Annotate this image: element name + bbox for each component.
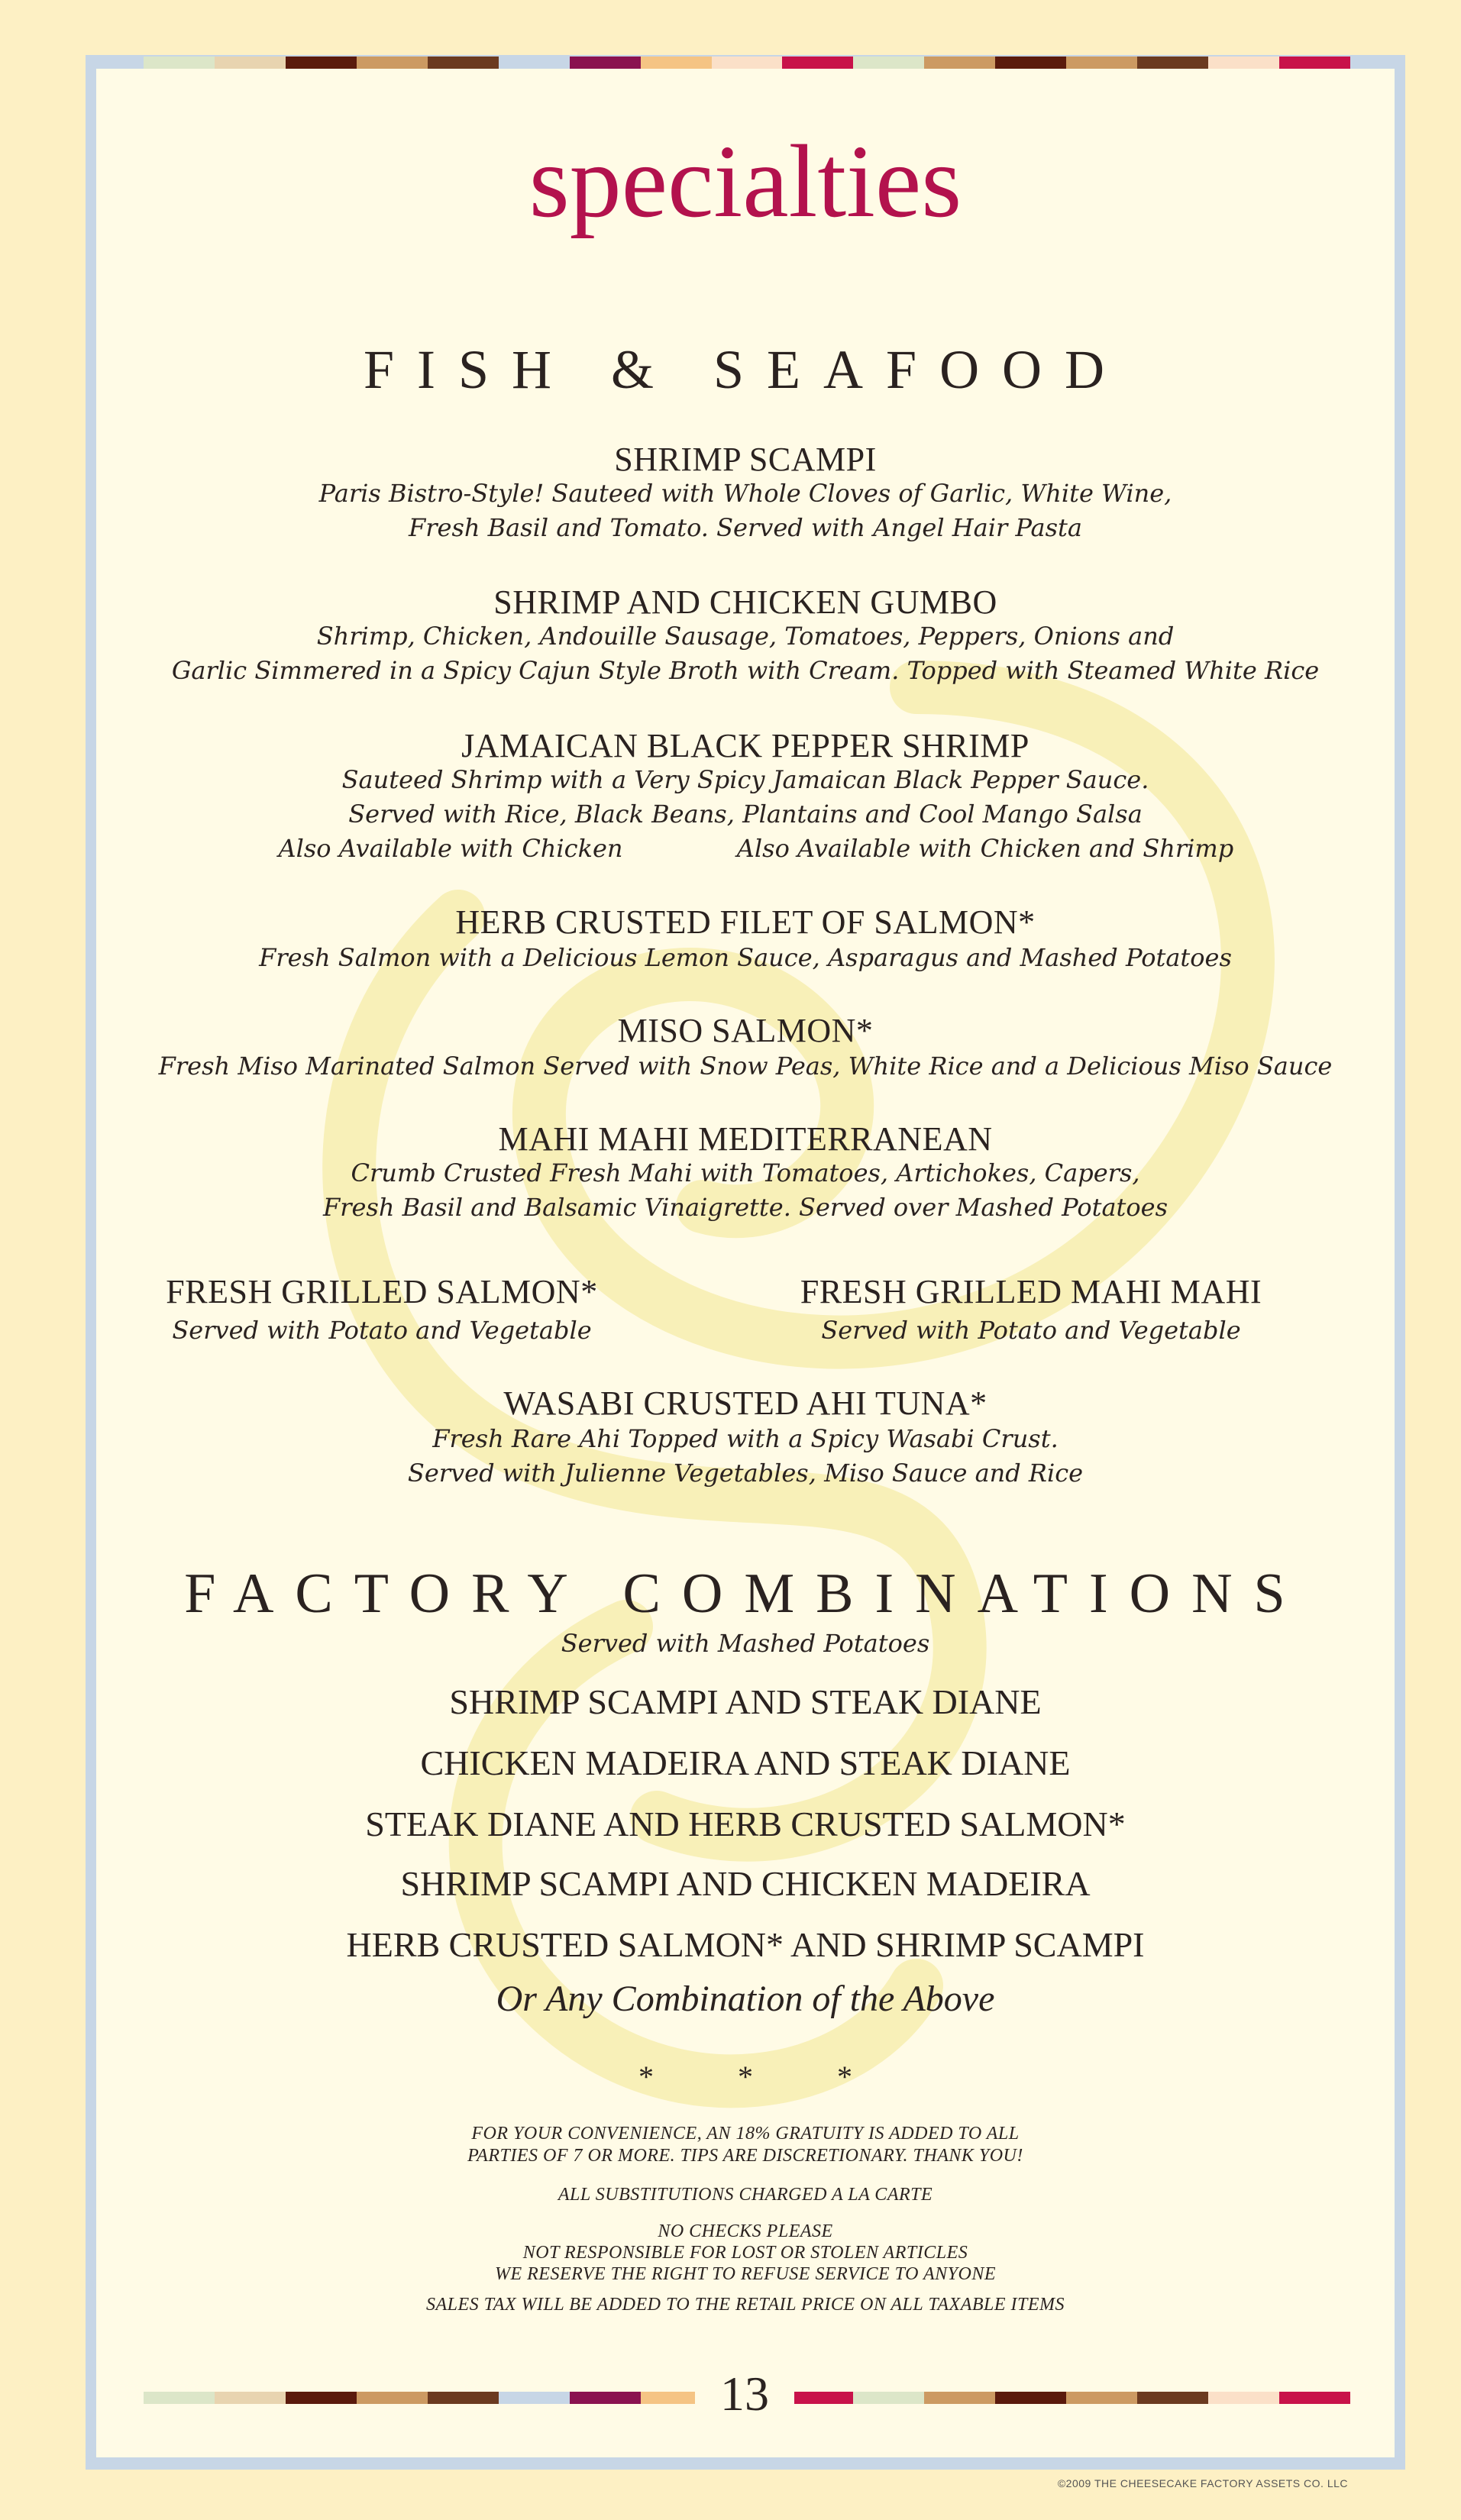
- menu-item-description: Served with Potato and Vegetable: [172, 1316, 592, 1345]
- menu-item-description: [96, 619, 1395, 688]
- stripe-segment: [428, 2392, 499, 2404]
- description-line: Fresh Miso Marinated Salmon Served with Snow Peas, White Rice and a Delicious Miso Sauce: [158, 1052, 1333, 1081]
- note-line: NO CHECKS PLEASE: [658, 2221, 833, 2241]
- combo-item: SHRIMP SCAMPI AND CHICKEN MADEIRA: [400, 1864, 1091, 1903]
- stripe-segment: [1066, 57, 1137, 69]
- divider-stars: * * *: [638, 2060, 852, 2094]
- stripe-segment: [286, 57, 357, 69]
- copyright-notice: ©2009 THE CHEESECAKE FACTORY ASSETS CO. LLC: [1057, 2477, 1348, 2489]
- menu-item-variant-right: Also Available with Chicken and Shrimp: [736, 834, 1234, 863]
- note-line: FOR YOUR CONVENIENCE, AN 18% GRATUITY IS ADDED TO ALL: [471, 2124, 1020, 2144]
- stripe-segment: [357, 57, 428, 69]
- description-line: Shrimp, Chicken, Andouille Sausage, Tomatoes, Peppers, Onions and: [316, 622, 1175, 651]
- description-line: Fresh Basil and Balsamic Vinaigrette. Served over Mashed Potatoes: [322, 1193, 1168, 1222]
- stripe-segment: [1279, 57, 1350, 69]
- stripe-segment: [499, 2392, 570, 2404]
- stripe-segment: [215, 2392, 286, 2404]
- stripe-segment: [1279, 2392, 1350, 2404]
- decorative-stripe-top: [144, 57, 1350, 69]
- menu-item-name: FRESH GRILLED MAHI MAHI: [800, 1273, 1262, 1310]
- menu-item-name: JAMAICAN BLACK PEPPER SHRIMP: [461, 727, 1029, 764]
- page-number: 13: [695, 2367, 794, 2421]
- combo-item: CHICKEN MADEIRA AND STEAK DIANE: [420, 1743, 1071, 1782]
- stripe-segment: [144, 2392, 215, 2404]
- section-subheading: Served with Mashed Potatoes: [561, 1629, 930, 1658]
- menu-item-name: SHRIMP AND CHICKEN GUMBO: [493, 583, 997, 621]
- stripe-segment: [853, 2392, 924, 2404]
- menu-item-name: HERB CRUSTED FILET OF SALMON*: [455, 903, 1036, 941]
- menu-item-description: [96, 1049, 1395, 1084]
- menu-item-description: [96, 477, 1395, 545]
- combo-item: HERB CRUSTED SALMON* AND SHRIMP SCAMPI: [346, 1925, 1145, 1964]
- menu-page: [96, 69, 1395, 2457]
- note-line: PARTIES OF 7 OR MORE. TIPS ARE DISCRETIONARY. THANK YOU!: [467, 2146, 1023, 2166]
- menu-item-description: [96, 1156, 1395, 1225]
- description-line: Served with Julienne Vegetables, Miso Sauce and Rice: [407, 1459, 1084, 1488]
- stripe-segment: [1137, 2392, 1208, 2404]
- stripe-segment: [1208, 2392, 1279, 2404]
- policies-note: [96, 2221, 1395, 2285]
- description-line: Fresh Rare Ahi Topped with a Spicy Wasabi Crust.: [432, 1424, 1059, 1453]
- section-heading-factory-combinations: FACTORY COMBINATIONS: [184, 1562, 1307, 1625]
- stripe-segment: [286, 2392, 357, 2404]
- description-line: Fresh Salmon with a Delicious Lemon Sauce, Asparagus and Mashed Potatoes: [259, 943, 1232, 972]
- stripe-segment: [995, 57, 1066, 69]
- menu-item-name: MAHI MAHI MEDITERRANEAN: [498, 1120, 993, 1158]
- description-line: Crumb Crusted Fresh Mahi with Tomatoes, Artichokes, Capers,: [351, 1158, 1140, 1187]
- substitutions-note: ALL SUBSTITUTIONS CHARGED A LA CARTE: [558, 2185, 933, 2205]
- stripe-segment: [1208, 57, 1279, 69]
- note-line: NOT RESPONSIBLE FOR LOST OR STOLEN ARTICLES: [522, 2243, 968, 2263]
- menu-item-description: [96, 763, 1395, 832]
- menu-item-description: Served with Potato and Vegetable: [821, 1316, 1241, 1345]
- stripe-segment: [712, 57, 783, 69]
- menu-item-variant-left: Also Available with Chicken: [278, 834, 623, 863]
- description-line: Paris Bistro-Style! Sauteed with Whole Cloves of Garlic, White Wine,: [318, 479, 1172, 508]
- combo-item: STEAK DIANE AND HERB CRUSTED SALMON*: [365, 1804, 1126, 1843]
- stripe-segment: [570, 57, 641, 69]
- description-line: Sauteed Shrimp with a Very Spicy Jamaican Black Pepper Sauce.: [341, 765, 1149, 794]
- menu-item-description: [96, 1422, 1395, 1491]
- page-title: specialties: [528, 124, 962, 239]
- section-heading-fish-seafood: FISH & SEAFOOD: [363, 339, 1128, 400]
- menu-item-name: FRESH GRILLED SALMON*: [166, 1273, 598, 1310]
- description-line: Served with Rice, Black Beans, Plantains and Cool Mango Salsa: [348, 800, 1143, 829]
- stripe-segment: [995, 2392, 1066, 2404]
- stripe-segment: [144, 57, 215, 69]
- stripe-segment: [428, 57, 499, 69]
- stripe-segment: [782, 57, 853, 69]
- stripe-segment: [570, 2392, 641, 2404]
- stripe-segment: [853, 57, 924, 69]
- stripe-segment: [499, 57, 570, 69]
- menu-item-description: [96, 941, 1395, 975]
- stripe-segment: [924, 2392, 995, 2404]
- tax-note: SALES TAX WILL BE ADDED TO THE RETAIL PRICE ON ALL TAXABLE ITEMS: [425, 2295, 1065, 2315]
- gratuity-note: [96, 2123, 1395, 2167]
- menu-item-name: WASABI CRUSTED AHI TUNA*: [503, 1384, 987, 1422]
- menu-item-name: MISO SALMON*: [617, 1012, 874, 1049]
- stripe-segment: [215, 57, 286, 69]
- description-line: Garlic Simmered in a Spicy Cajun Style Broth with Cream. Topped with Steamed White Rice: [171, 656, 1320, 685]
- combo-item: SHRIMP SCAMPI AND STEAK DIANE: [449, 1682, 1042, 1721]
- menu-item-name: SHRIMP SCAMPI: [614, 441, 877, 478]
- combo-note: Or Any Combination of the Above: [496, 1979, 995, 2019]
- stripe-segment: [1137, 57, 1208, 69]
- stripe-segment: [1066, 2392, 1137, 2404]
- stripe-segment: [641, 57, 712, 69]
- stripe-segment: [924, 57, 995, 69]
- stripe-segment: [357, 2392, 428, 2404]
- note-line: WE RESERVE THE RIGHT TO REFUSE SERVICE TO ANYONE: [494, 2264, 996, 2284]
- description-line: Fresh Basil and Tomato. Served with Angel Hair Pasta: [409, 513, 1082, 542]
